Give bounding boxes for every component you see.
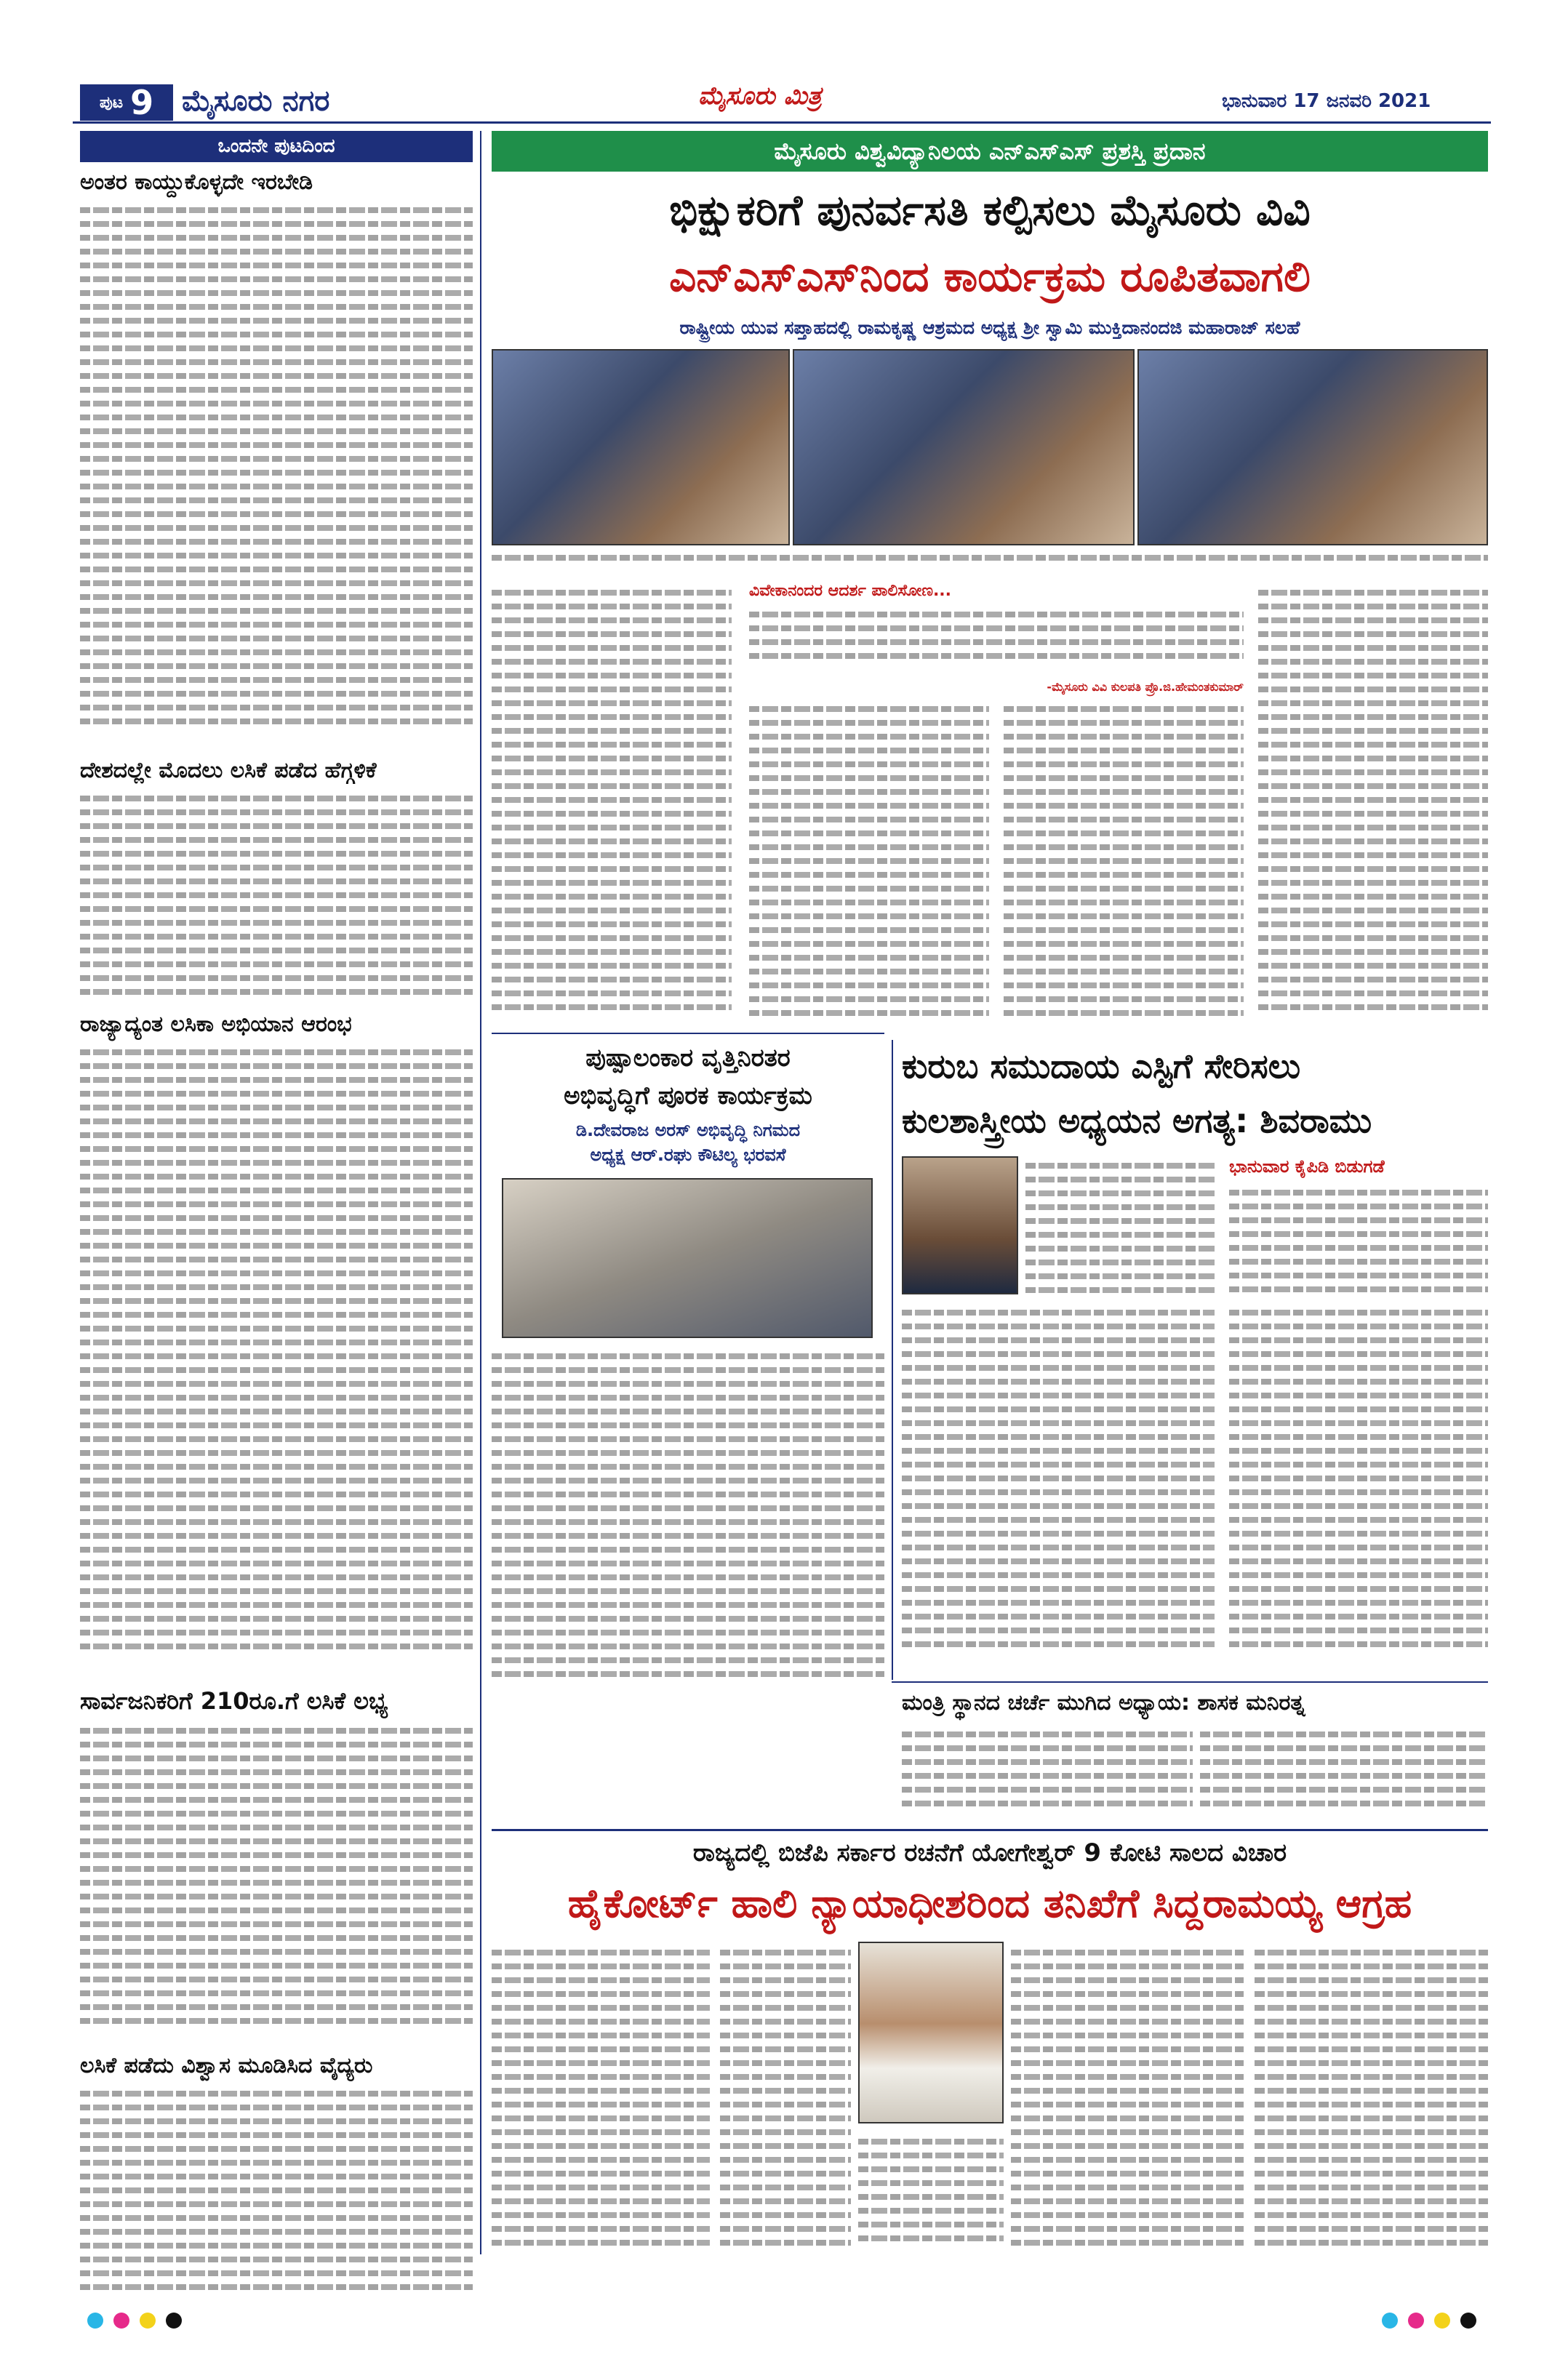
bottom-col-2b <box>858 2131 1004 2254</box>
black-dot <box>166 2313 182 2329</box>
column-divider <box>480 131 481 2254</box>
magenta-dot <box>1408 2313 1424 2329</box>
left-text-block-5 <box>80 2083 473 2301</box>
siddaramaiah-photo <box>858 1942 1004 2123</box>
bottom-story-kicker: ರಾಜ್ಯದಲ್ಲಿ ಬಿಜೆಪಿ ಸರ್ಕಾರ ರಚನೆಗೆ ಯೋಗೇಶ್ವರ್ 9 ಕೋಟಿ ಸಾಲದ ವಿಚಾರ <box>692 1838 1287 1867</box>
top-story-headline-2: ಎನ್‌ಎಸ್‌ಎಸ್‌ನಿಂದ ಕಾರ್ಯಕ್ರಮ ರೂಪಿತವಾಗಲಿ <box>669 252 1311 301</box>
bottom-col-2 <box>720 1942 851 2254</box>
column-divider-2 <box>892 1040 893 1680</box>
left-headline-5: ಲಸಿಕೆ ಪಡೆದು ವಿಶ್ವಾಸ ಮೂಡಿಸಿದ ವೈದ್ಯರು <box>80 2053 373 2078</box>
story-divider-3 <box>492 1829 1488 1831</box>
top-story-subhead: ರಾಷ್ಟ್ರೀಯ ಯುವ ಸಪ್ತಾಹದಲ್ಲಿ ರಾಮಕೃಷ್ಣ ಆಶ್ರಮದ ಅಧ್ಯಕ್ಷ ಶ್ರೀ ಸ್ವಾಮಿ ಮುಕ್ತಿದಾನಂದಜಿ ಮಹಾರಾಜ್ ಸಲಹೆ <box>679 317 1300 338</box>
award-photo-1 <box>492 349 790 545</box>
left-headline-1: ಅಂತರ ಕಾಯ್ದುಕೊಳ್ಳದೇ ಇರಬೇಡಿ <box>80 169 313 195</box>
black-dot <box>1460 2313 1476 2329</box>
yellow-dot <box>140 2313 156 2329</box>
newspaper-logo: ಮೈಸೂರು ಮಿತ್ರ <box>698 81 822 111</box>
story-divider <box>492 1033 884 1034</box>
registration-marks-left <box>87 2313 192 2331</box>
left-headline-2: ದೇಶದಲ್ಲೇ ಮೊದಲು ಲಸಿಕೆ ಪಡೆದ ಹೆಗ್ಗಳಿಕೆ <box>80 758 377 783</box>
award-photo-2 <box>793 349 1135 545</box>
side-story-head: ಭಾನುವಾರ ಕೈಪಿಡಿ ಬಿಡುಗಡೆ <box>1229 1156 1385 1177</box>
left-headline-4: ಸಾರ್ವಜನಿಕರಿಗೆ 210ರೂ.ಗೆ ಲಸಿಕೆ ಲಭ್ಯ <box>80 1687 388 1715</box>
mid-right-intro <box>1025 1155 1215 1300</box>
cyan-dot <box>87 2313 103 2329</box>
yellow-dot <box>1434 2313 1450 2329</box>
ministry-col-2 <box>1200 1724 1488 1818</box>
mid-left-text <box>492 1345 884 1680</box>
left-headline-3: ರಾಜ್ಯಾದ್ಯಂತ ಲಸಿಕಾ ಅಭಿಯಾನ ಆರಂಭ <box>80 1012 352 1037</box>
left-text-block-1 <box>80 199 473 752</box>
mid-right-col-1 <box>902 1302 1215 1665</box>
mid-right-headline-2: ಕುಲಶಾಸ್ತ್ರೀಯ ಅಧ್ಯಯನ ಅಗತ್ಯ: ಶಿವರಾಮು <box>902 1101 1372 1140</box>
side-story-intro <box>1229 1182 1488 1298</box>
page-number-badge <box>80 84 173 121</box>
page-label: ಪುಟ <box>99 93 124 112</box>
top-story-col-4 <box>1258 582 1488 1025</box>
top-story-kicker: ಮೈಸೂರು ವಿಶ್ವವಿದ್ಯಾನಿಲಯ ಎನ್‌ಎಸ್‌ಎಸ್ ಪ್ರಶಸ್ತಿ ಪ್ರದಾನ <box>492 131 1488 172</box>
photo-caption <box>492 547 1488 576</box>
award-photo-3 <box>1137 349 1488 545</box>
registration-marks-right <box>1382 2313 1487 2331</box>
dateline: ಭಾನುವಾರ 17 ಜನವರಿ 2021 <box>1222 90 1431 112</box>
top-story-col-2 <box>749 698 989 1025</box>
mid-left-headline-2: ಅಭಿವೃದ್ಧಿಗೆ ಪೂರಕ ಕಾರ್ಯಕ್ರಮ <box>564 1081 812 1110</box>
mid-left-subhead-2: ಅಧ್ಯಕ್ಷ ಆರ್.ರಘು ಕೌಟಿಲ್ಯ ಭರವಸೆ <box>590 1145 786 1165</box>
mid-right-headline-1: ಕುರುಬ ಸಮುದಾಯ ಎಸ್ಟಿಗೆ ಸೇರಿಸಲು <box>902 1046 1301 1086</box>
section-title: ಮೈಸೂರು ನಗರ <box>182 84 330 118</box>
bottom-col-1 <box>492 1942 710 2254</box>
top-story-col-1 <box>492 582 732 1025</box>
mid-left-subhead-1: ಡಿ.ದೇವರಾಜ ಅರಸ್ ಅಭಿವೃದ್ಧಿ ನಿಗಮದ <box>575 1120 801 1140</box>
bottom-col-4 <box>1255 1942 1488 2254</box>
ministry-col-1 <box>902 1724 1193 1818</box>
left-text-block-4 <box>80 1720 473 2047</box>
top-story-col-3 <box>1004 698 1244 1025</box>
magenta-dot <box>113 2313 129 2329</box>
story-divider-2 <box>892 1681 1488 1683</box>
quote-attribution: -ಮೈಸೂರು ವಿವಿ ಕುಲಪತಿ ಪ್ರೊ.ಜಿ.ಹೇಮಂತಕುಮಾರ್ <box>1047 680 1244 694</box>
left-text-block-2 <box>80 788 473 1006</box>
continued-from-label: ಒಂದನೇ ಪುಟದಿಂದ <box>80 131 473 162</box>
flower-event-photo <box>502 1178 873 1338</box>
mid-right-col-2 <box>1229 1302 1488 1665</box>
mid-left-headline-1: ಪುಷ್ಪಾಲಂಕಾರ ವೃತ್ತಿನಿರತರ <box>585 1044 791 1073</box>
shivaramu-photo <box>902 1156 1018 1294</box>
bottom-story-headline: ಹೈಕೋರ್ಟ್ ಹಾಲಿ ನ್ಯಾಯಾಧೀಶರಿಂದ ತನಿಖೆಗೆ ಸಿದ್ದರಾಮಯ್ಯ ಆಗ್ರಹ <box>567 1881 1412 1926</box>
left-text-block-3 <box>80 1041 473 1681</box>
bottom-col-3 <box>1011 1942 1244 2254</box>
top-story-headline-1: ಭಿಕ್ಷುಕರಿಗೆ ಪುನರ್ವಸತಿ ಕಲ್ಪಿಸಲು ಮೈಸೂರು ವಿವಿ <box>669 185 1311 235</box>
quote-head: ವಿವೇಕಾನಂದರ ಆದರ್ಶ ಪಾಲಿಸೋಣ... <box>749 582 952 600</box>
quote-body <box>749 604 1244 676</box>
page-number: 9 <box>130 83 154 122</box>
cyan-dot <box>1382 2313 1398 2329</box>
ministry-headline: ಮಂತ್ರಿ ಸ್ಥಾನದ ಚರ್ಚೆ ಮುಗಿದ ಅಧ್ಯಾಯ: ಶಾಸಕ ಮನಿರತ್ನ <box>902 1690 1305 1716</box>
left-column <box>80 131 473 2301</box>
